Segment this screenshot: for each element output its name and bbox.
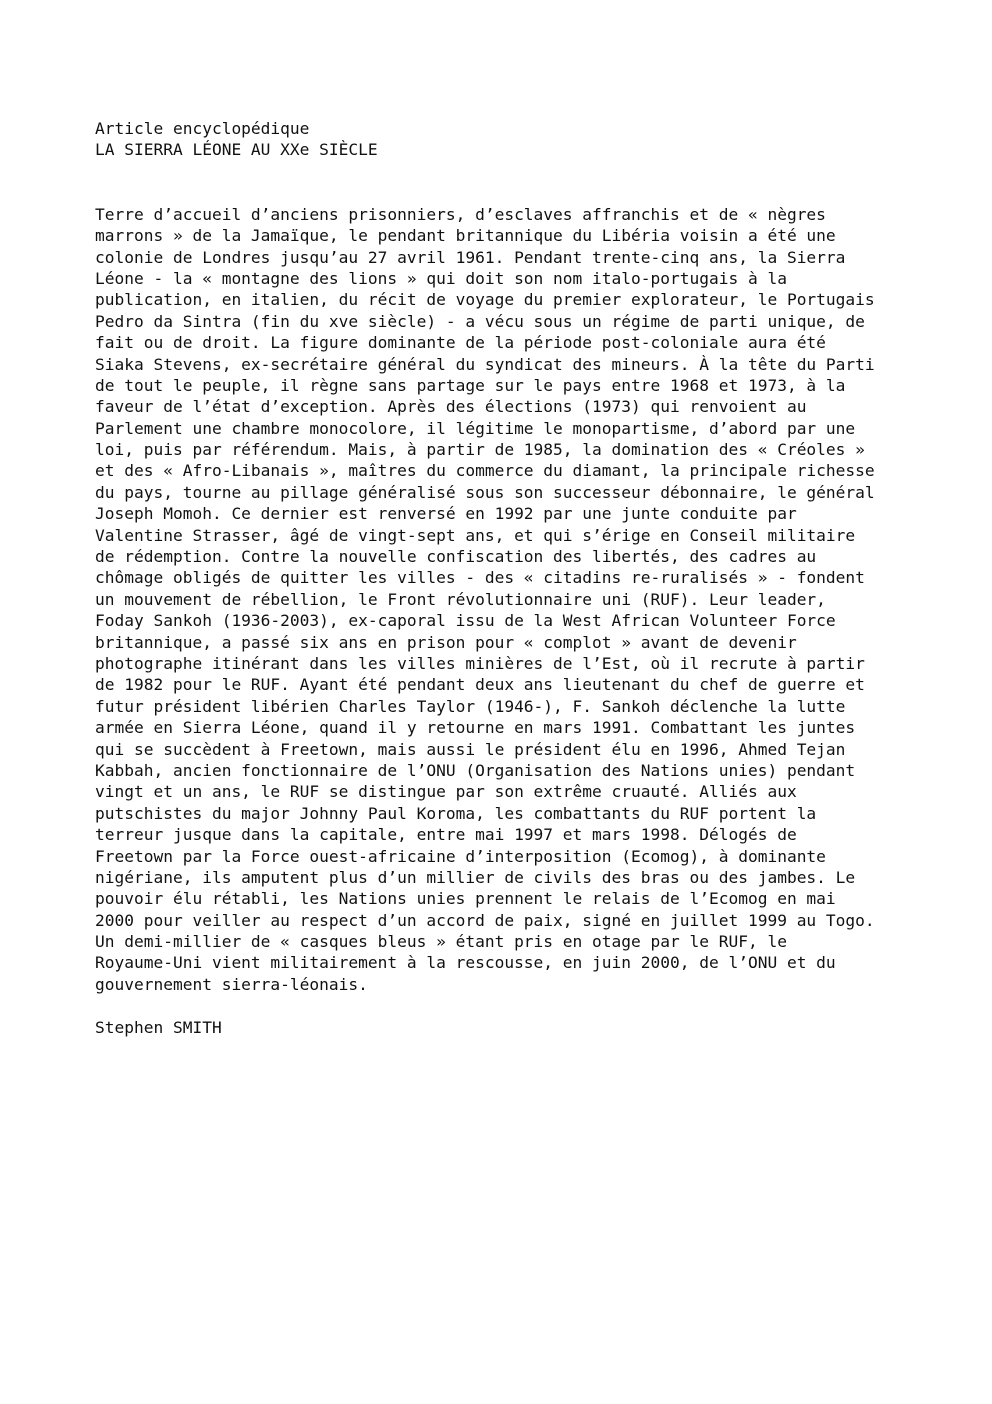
body-line: terreur jusque dans la capitale, entre mai 1997 et mars 1998. Délogés de bbox=[95, 825, 797, 845]
document-title: LA SIERRA LÉONE AU XXe SIÈCLE bbox=[95, 140, 378, 160]
body-line: Siaka Stevens, ex-secrétaire général du syndicat des mineurs. À la tête du Parti bbox=[95, 354, 875, 374]
body-line: nigériane, ils amputent plus d’un millier de civils des bras ou des jambes. Le bbox=[95, 867, 856, 887]
body-line: faveur de l’état d’exception. Après des élections (1973) qui renvoient au bbox=[95, 397, 807, 417]
body-line: Joseph Momoh. Ce dernier est renversé en 1992 par une junte conduite par bbox=[95, 504, 797, 524]
body-line: qui se succèdent à Freetown, mais aussi le président élu en 1996, Ahmed Tejan bbox=[95, 739, 846, 759]
body-line: Un demi-millier de « casques bleus » étant pris en otage par le RUF, le bbox=[95, 932, 787, 952]
document-kind: Article encyclopédique bbox=[95, 119, 310, 138]
body-line: britannique, a passé six ans en prison pour « complot » avant de devenir bbox=[95, 632, 797, 652]
body-line: loi, puis par référendum. Mais, à partir de 1985, la domination des « Créoles » bbox=[95, 440, 865, 460]
body-line: et des « Afro-Libanais », maîtres du commerce du diamant, la principale richesse bbox=[95, 461, 875, 481]
body-line: marrons » de la Jamaïque, le pendant britannique du Libéria voisin a été une bbox=[95, 226, 836, 246]
body-line: gouvernement sierra-léonais. bbox=[95, 974, 368, 994]
body-line: de tout le peuple, il règne sans partage sur le pays entre 1968 et 1973, à la bbox=[95, 375, 846, 395]
body-line: vingt et un ans, le RUF se distingue par son extrême cruauté. Alliés aux bbox=[95, 782, 797, 802]
body-line: publication, en italien, du récit de voyage du premier explorateur, le Portugais bbox=[95, 290, 875, 310]
body-line: 2000 pour veiller au respect d’un accord de paix, signé en juillet 1999 au Togo. bbox=[95, 910, 875, 930]
author-signature bbox=[95, 1017, 915, 1038]
body-line: photographe itinérant dans les villes minières de l’Est, où il recrute à partir bbox=[95, 653, 865, 673]
body-line: Léone - la « montagne des lions » qui doit son nom italo-portugais à la bbox=[95, 268, 787, 288]
body-line: putschistes du major Johnny Paul Koroma, les combattants du RUF portent la bbox=[95, 803, 817, 823]
body-line: Royaume-Uni vient militairement à la rescousse, en juin 2000, de l’ONU et du bbox=[95, 953, 836, 973]
body-line: Terre d’accueil d’anciens prisonniers, d’esclaves affranchis et de « nègres bbox=[95, 204, 826, 224]
body-line: Parlement une chambre monocolore, il légitime le monopartisme, d’abord par une bbox=[95, 418, 856, 438]
body-line: fait ou de droit. La figure dominante de la période post-coloniale aura été bbox=[95, 333, 826, 353]
body-line: du pays, tourne au pillage généralisé sous son successeur débonnaire, le général bbox=[95, 482, 875, 502]
body-line: Valentine Strasser, âgé de vingt-sept ans, et qui s’érige en Conseil militaire bbox=[95, 525, 856, 545]
body-line: armée en Sierra Léone, quand il y retourne en mars 1991. Combattant les juntes bbox=[95, 718, 856, 738]
body-line: Kabbah, ancien fonctionnaire de l’ONU (Organisation des Nations unies) pendant bbox=[95, 760, 856, 780]
body-line: Foday Sankoh (1936-2003), ex-caporal issu de la West African Volunteer Force bbox=[95, 611, 836, 631]
body-line: pouvoir élu rétabli, les Nations unies prennent le relais de l’Ecomog en mai bbox=[95, 889, 836, 909]
author-name: Stephen SMITH bbox=[95, 1017, 222, 1037]
body-line: un mouvement de rébellion, le Front révolutionnaire uni (RUF). Leur leader, bbox=[95, 589, 826, 609]
body-line: colonie de Londres jusqu’au 27 avril 1961. Pendant trente-cinq ans, la Sierra bbox=[95, 247, 846, 267]
document-page bbox=[95, 118, 915, 1038]
body-line: chômage obligés de quitter les villes - des « citadins re-ruralisés » - fondent bbox=[95, 568, 865, 588]
body-line: Freetown par la Force ouest-africaine d’interposition (Ecomog), à dominante bbox=[95, 846, 826, 866]
body-line: de 1982 pour le RUF. Ayant été pendant deux ans lieutenant du chef de guerre et bbox=[95, 675, 865, 695]
article-body bbox=[95, 204, 915, 995]
body-line: Pedro da Sintra (fin du xve siècle) - a vécu sous un régime de parti unique, de bbox=[95, 311, 865, 331]
body-line: de rédemption. Contre la nouvelle confiscation des libertés, des cadres au bbox=[95, 547, 817, 567]
document-header bbox=[95, 118, 915, 161]
body-line: futur président libérien Charles Taylor (1946-), F. Sankoh déclenche la lutte bbox=[95, 696, 846, 716]
